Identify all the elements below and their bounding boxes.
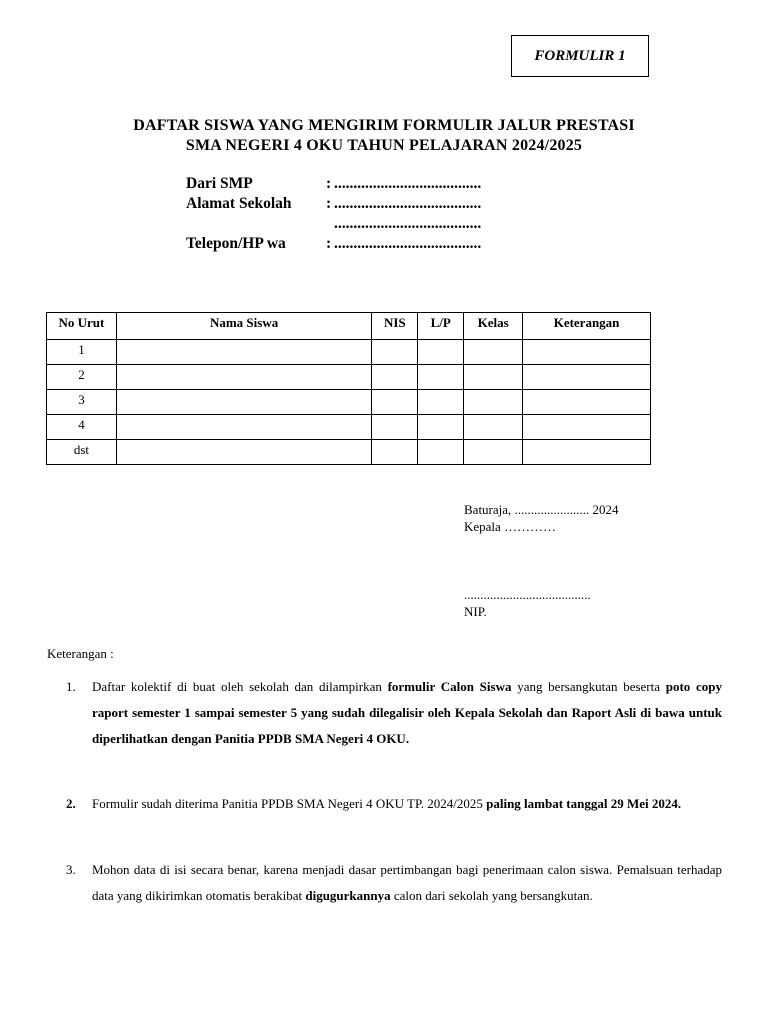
cell-lp: [418, 365, 464, 390]
note-item-2: [66, 791, 722, 817]
cell-nama: [116, 365, 371, 390]
telepon-value: ......................................: [334, 235, 482, 252]
cell-lp: [418, 415, 464, 440]
alamat-continuation: ......................................: [334, 215, 482, 232]
cell-keterangan: [523, 340, 651, 365]
cell-kelas: [464, 440, 523, 465]
signatory-title: Kepala …………: [464, 519, 557, 534]
cell-nis: [372, 440, 418, 465]
table-row: [47, 390, 651, 415]
cell-kelas: [464, 340, 523, 365]
cell-lp: [418, 340, 464, 365]
note-text-plain: Formulir sudah diterima Panitia PPDB SMA Negeri 4 OKU TP. 2024/2025: [92, 796, 487, 811]
note-text-bold: formulir Calon Siswa: [387, 679, 512, 694]
note-item-3: [66, 857, 722, 909]
title-line-2: SMA NEGERI 4 OKU TAHUN PELAJARAN 2024/2025: [185, 137, 583, 154]
dari-smp-value: ......................................: [334, 175, 482, 192]
note-text-plain: yang bersangkutan beserta: [511, 679, 666, 694]
note-text-plain: Mohon data di isi secara benar, karena menjadi dasar pertimbangan bagi penerimaan calon siswa. Pemalsuan terhadap data yang dikirimkan otomatis berakibat: [92, 862, 722, 903]
row-number: 2: [47, 365, 117, 390]
cell-kelas: [464, 365, 523, 390]
student-table: [46, 312, 651, 465]
col-header-kelas: Kelas: [464, 313, 523, 340]
row-number: 3: [47, 390, 117, 415]
field-alamat: [186, 194, 481, 214]
cell-lp: [418, 440, 464, 465]
note-text-bold: digugurkannya: [305, 888, 391, 903]
alamat-label: Alamat Sekolah: [186, 195, 292, 212]
cell-keterangan: [523, 390, 651, 415]
cell-nis: [372, 415, 418, 440]
dari-smp-label: Dari SMP: [186, 175, 253, 192]
cell-keterangan: [523, 440, 651, 465]
table-row: [47, 415, 651, 440]
field-dari-smp: [186, 174, 481, 194]
note-text: [92, 674, 722, 752]
school-info-fields: [186, 174, 481, 254]
note-number: 1.: [66, 679, 76, 694]
note-number: 3.: [66, 862, 76, 877]
row-number: 1: [47, 340, 117, 365]
col-header-nis: NIS: [372, 313, 418, 340]
cell-keterangan: [523, 365, 651, 390]
cell-nama: [116, 440, 371, 465]
cell-keterangan: [523, 415, 651, 440]
col-header-lp: L/P: [418, 313, 464, 340]
signatory-nip: NIP.: [464, 604, 487, 619]
cell-lp: [418, 390, 464, 415]
table-row: [47, 340, 651, 365]
cell-nama: [116, 415, 371, 440]
note-item-1: [66, 674, 722, 752]
field-telepon: [186, 234, 481, 254]
row-number: 4: [47, 415, 117, 440]
row-number: dst: [47, 440, 117, 465]
note-text: [92, 791, 722, 817]
place-date: Baturaja, ....................... 2024: [464, 502, 619, 517]
form-number-label: [511, 35, 649, 77]
cell-kelas: [464, 390, 523, 415]
signatory-name-line: .......................................: [464, 587, 591, 602]
telepon-sep: :: [326, 235, 332, 252]
note-text-plain: Daftar kolektif di buat oleh sekolah dan dilampirkan: [92, 679, 388, 694]
dari-smp-sep: :: [326, 175, 332, 192]
cell-nis: [372, 365, 418, 390]
note-text-bold: poto copy raport semester 1 sampai semester 5 yang sudah dilegalisir oleh Kepala Sekolah dan Raport Asli di bawa untuk diperlihatkan dengan Panitia PPDB SMA Negeri 4 OKU.: [92, 679, 723, 746]
note-text: [92, 857, 722, 909]
form-number-text: FORMULIR 1: [534, 47, 626, 64]
col-header-keterangan: Keterangan: [523, 313, 651, 340]
table-row: [47, 440, 651, 465]
cell-nis: [372, 340, 418, 365]
telepon-label: Telepon/HP wa: [186, 235, 286, 252]
note-text-bold: paling lambat tanggal 29 Mei 2024.: [486, 796, 682, 811]
col-header-nama-siswa: Nama Siswa: [116, 313, 371, 340]
page-title: [0, 116, 768, 156]
cell-nis: [372, 390, 418, 415]
title-line-1: DAFTAR SISWA YANG MENGIRIM FORMULIR JALUR PRESTASI: [133, 117, 635, 134]
cell-nama: [116, 390, 371, 415]
cell-nama: [116, 340, 371, 365]
alamat-value: ......................................: [334, 195, 482, 212]
note-number: 2.: [66, 796, 76, 811]
notes-heading: Keterangan :: [47, 646, 114, 661]
table-row: [47, 365, 651, 390]
signature-block: [464, 501, 619, 535]
cell-kelas: [464, 415, 523, 440]
alamat-sep: :: [326, 195, 332, 212]
table-header-row: [47, 313, 651, 340]
note-text-plain: calon dari sekolah yang bersangkutan.: [390, 888, 593, 903]
col-header-no-urut: No Urut: [47, 313, 117, 340]
